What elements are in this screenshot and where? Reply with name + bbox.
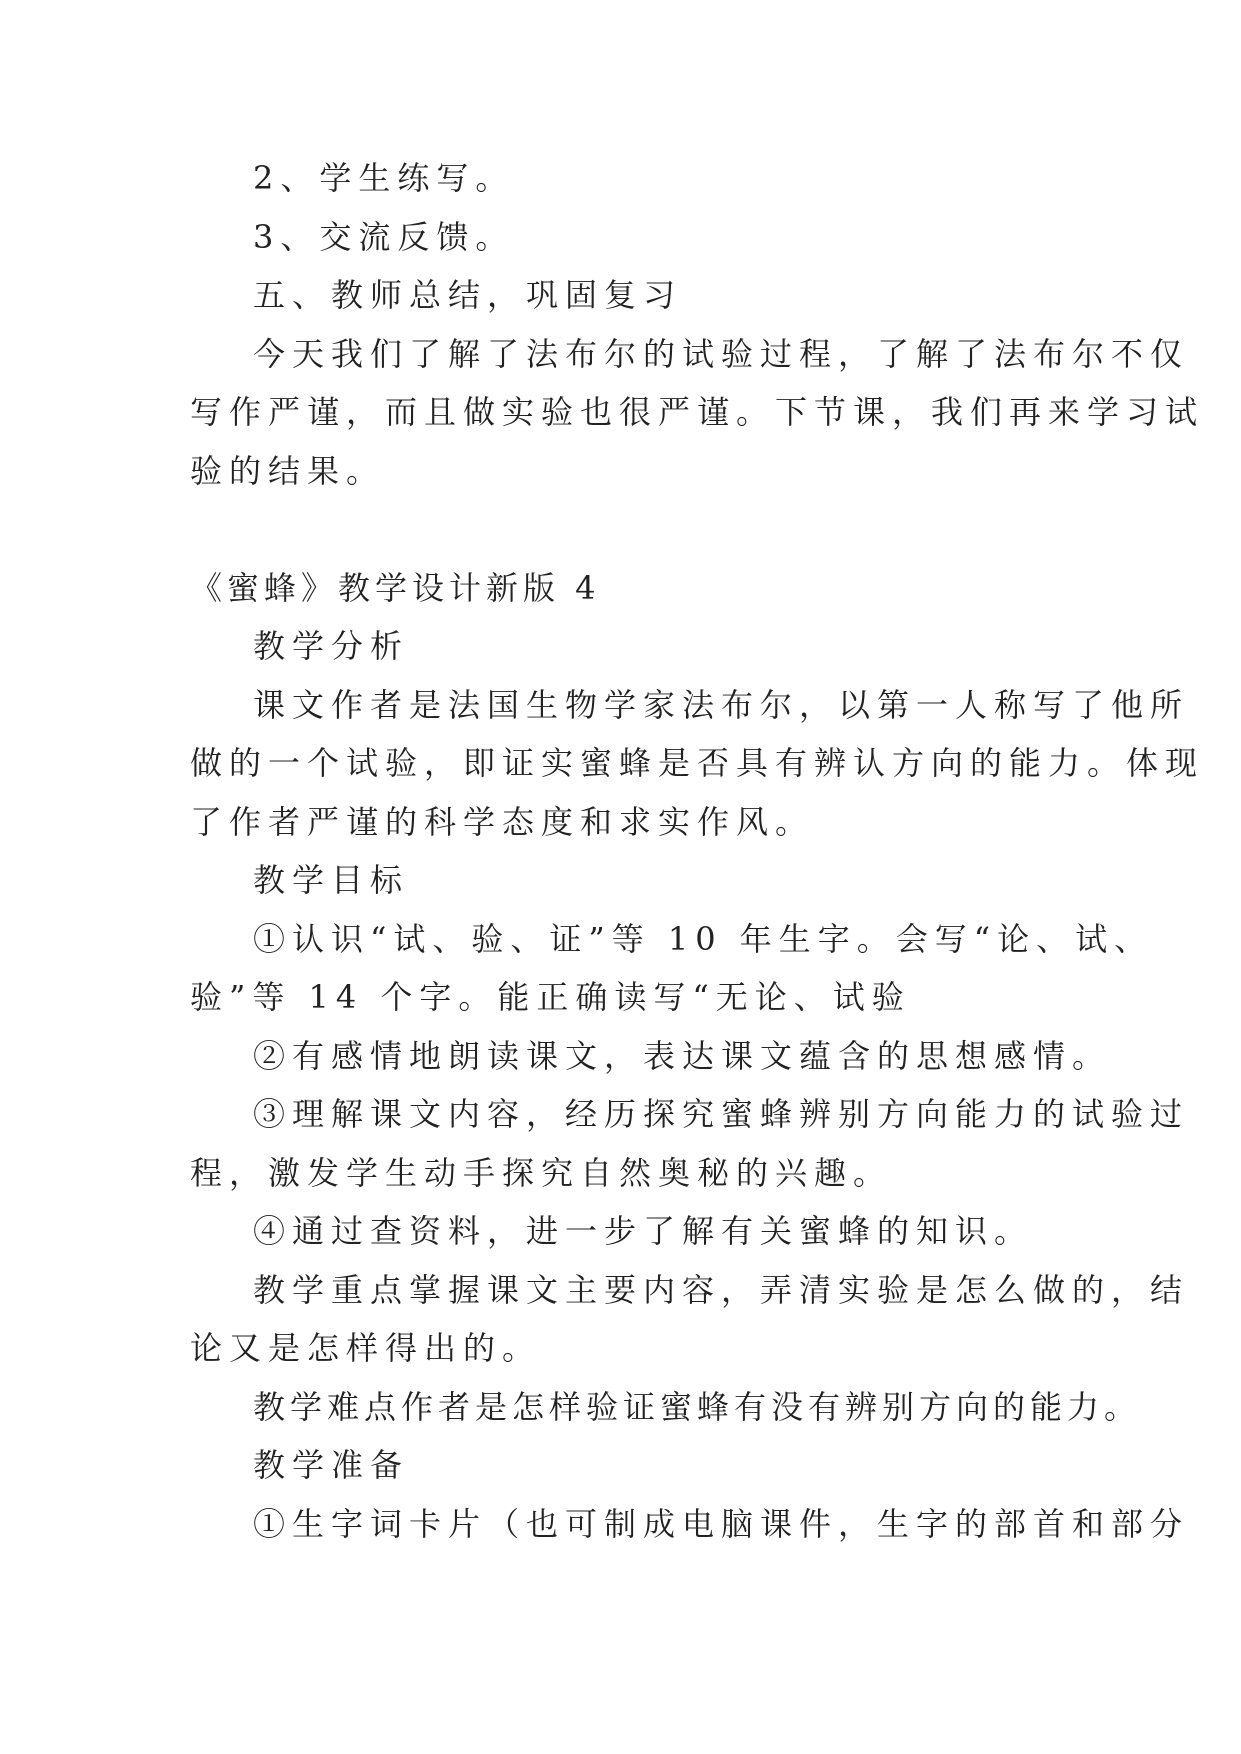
paragraph-line: 今天我们了解了法布尔的试验过程，了解了法布尔不仅 xyxy=(253,335,1190,373)
goal-item-1-continued: 验”等 14 个字。能正确读写“无论、试验 xyxy=(190,978,911,1016)
paragraph-line: 写作严谨，而且做实验也很严谨。下节课，我们再来学习试 xyxy=(190,393,1205,431)
list-item-2: 2、学生练写。 xyxy=(253,159,515,197)
section-heading-preparation: 教学准备 xyxy=(253,1446,410,1484)
goal-item-4: ④通过查资料，进一步了解有关蜜蜂的知识。 xyxy=(253,1212,1034,1250)
paragraph-line: 课文作者是法国生物学家法布尔，以第一人称写了他所 xyxy=(253,686,1190,724)
list-item-3: 3、交流反馈。 xyxy=(253,218,515,256)
document-title: 《蜜蜂》教学设计新版 4 xyxy=(190,569,601,607)
goal-item-2: ②有感情地朗读课文，表达课文蕴含的思想感情。 xyxy=(253,1037,1112,1075)
section-heading-summary: 五、教师总结，巩固复习 xyxy=(253,276,683,314)
goal-item-3: ③理解课文内容，经历探究蜜蜂辨别方向能力的试验过 xyxy=(253,1095,1190,1133)
preparation-item-1: ①生字词卡片（也可制成电脑课件，生字的部首和部分 xyxy=(253,1505,1190,1543)
key-point-paragraph-continued: 论又是怎样得出的。 xyxy=(190,1329,542,1367)
section-heading-analysis: 教学分析 xyxy=(253,627,410,665)
paragraph-line: 了作者严谨的科学态度和求实作风。 xyxy=(190,803,815,841)
paragraph-line: 验的结果。 xyxy=(190,452,386,490)
difficulty-paragraph: 教学难点作者是怎样验证蜜蜂有没有辨别方向的能力。 xyxy=(253,1388,1142,1426)
key-point-paragraph: 教学重点掌握课文主要内容，弄清实验是怎么做的，结 xyxy=(253,1271,1190,1309)
paragraph-line: 做的一个试验，即证实蜜蜂是否具有辨认方向的能力。体现 xyxy=(190,744,1205,782)
goal-item-1: ①认识“试、验、证”等 10 年生字。会写“论、试、 xyxy=(253,920,1154,958)
section-heading-goals: 教学目标 xyxy=(253,861,410,899)
goal-item-3-continued: 程，激发学生动手探究自然奥秘的兴趣。 xyxy=(190,1154,893,1192)
